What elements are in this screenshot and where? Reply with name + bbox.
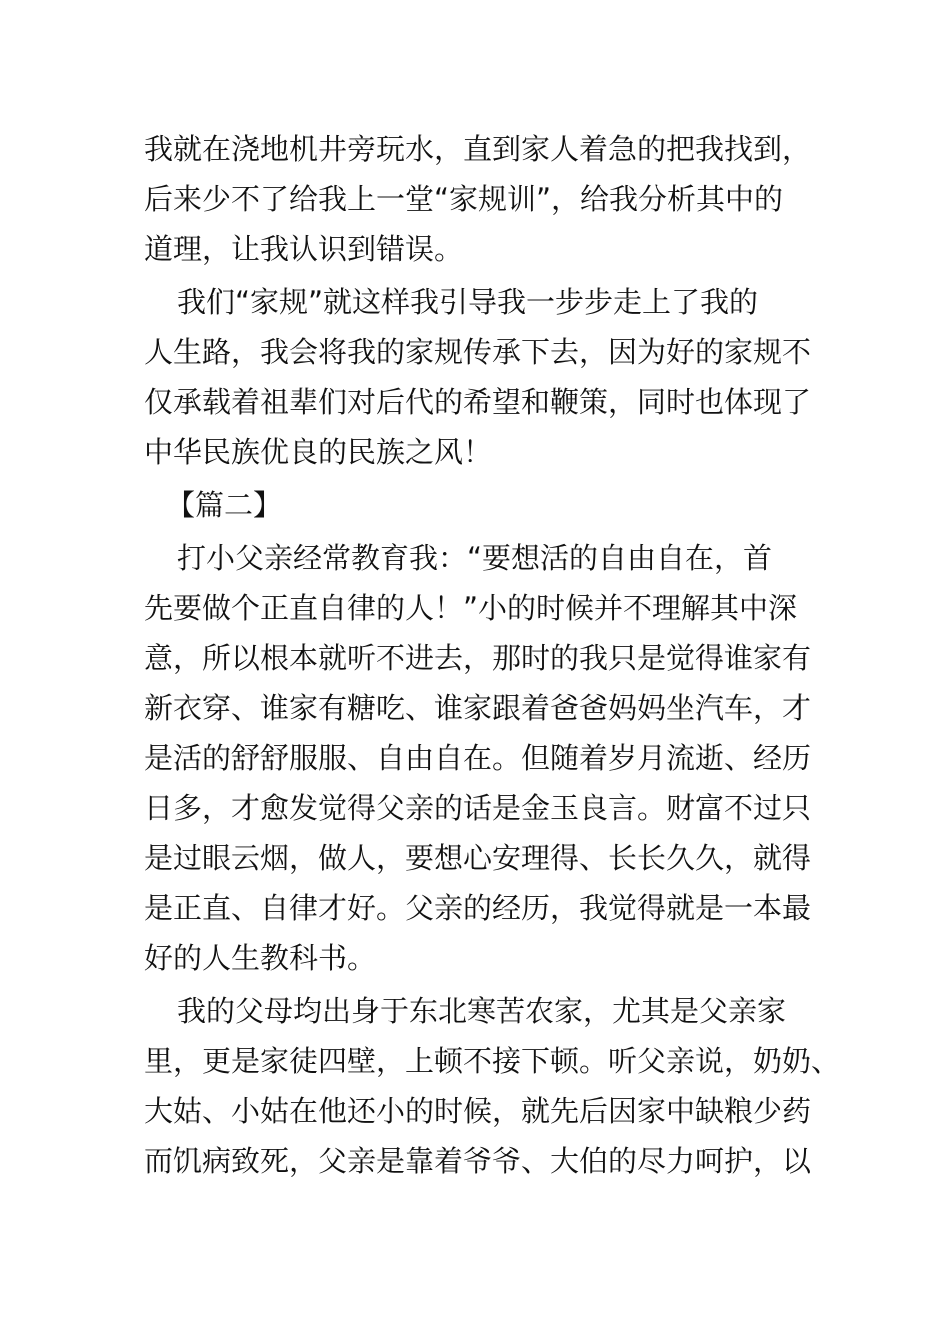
text-line: 是过眼云烟，做人，要想心安理得、长长久久，就得: [144, 841, 812, 875]
text-line: 意，所以根本就听不进去，那时的我只是觉得谁家有: [144, 641, 812, 675]
text-line: 里，更是家徒四壁，上顿不接下顿。听父亲说，奶奶、: [144, 1044, 841, 1078]
text-line: 好的人生教科书。: [144, 941, 377, 975]
section-heading-text: 【篇二】: [166, 488, 283, 522]
text-line: 新衣穿、谁家有糖吃、谁家跟着爸爸妈妈坐汽车，才: [144, 691, 812, 725]
text-line: 先要做个正直自律的人！”小的时候并不理解其中深: [144, 591, 798, 625]
text-line: 我们“家规”就这样我引导我一步步走上了我的: [177, 285, 759, 319]
text-line: 大姑、小姑在他还小的时候，就先后因家中缺粮少药: [144, 1094, 812, 1128]
paragraph: [144, 533, 834, 983]
text-line: 是正直、自律才好。父亲的经历，我觉得就是一本最: [144, 891, 812, 925]
text-line: 我就在浇地机井旁玩水，直到家人着急的把我找到，: [144, 132, 812, 166]
text-line: 仅承载着祖辈们对后代的希望和鞭策，同时也体现了: [144, 385, 812, 419]
text-line: 后来少不了给我上一堂“家规训”，给我分析其中的: [144, 182, 784, 216]
document-body: [144, 124, 841, 1186]
text-line: 是活的舒舒服服、自由自在。但随着岁月流逝、经历: [144, 741, 812, 775]
text-line: 道理，让我认识到错误。: [144, 232, 464, 266]
paragraph: [144, 986, 841, 1186]
text-line: 而饥病致死，父亲是靠着爷爷、大伯的尽力呵护，以: [144, 1144, 812, 1178]
text-line: 中华民族优良的民族之风！: [144, 435, 493, 469]
paragraph: [144, 124, 834, 274]
text-line: 打小父亲经常教育我：“要想活的自由自在，首: [177, 541, 773, 575]
paragraph: [144, 277, 834, 477]
text-line: 我的父母均出身于东北寒苦农家，尤其是父亲家: [177, 994, 787, 1028]
text-line: 人生路，我会将我的家规传承下去，因为好的家规不: [144, 335, 812, 369]
section-heading: [144, 480, 834, 530]
text-line: 日多，才愈发觉得父亲的话是金玉良言。财富不过只: [144, 791, 812, 825]
